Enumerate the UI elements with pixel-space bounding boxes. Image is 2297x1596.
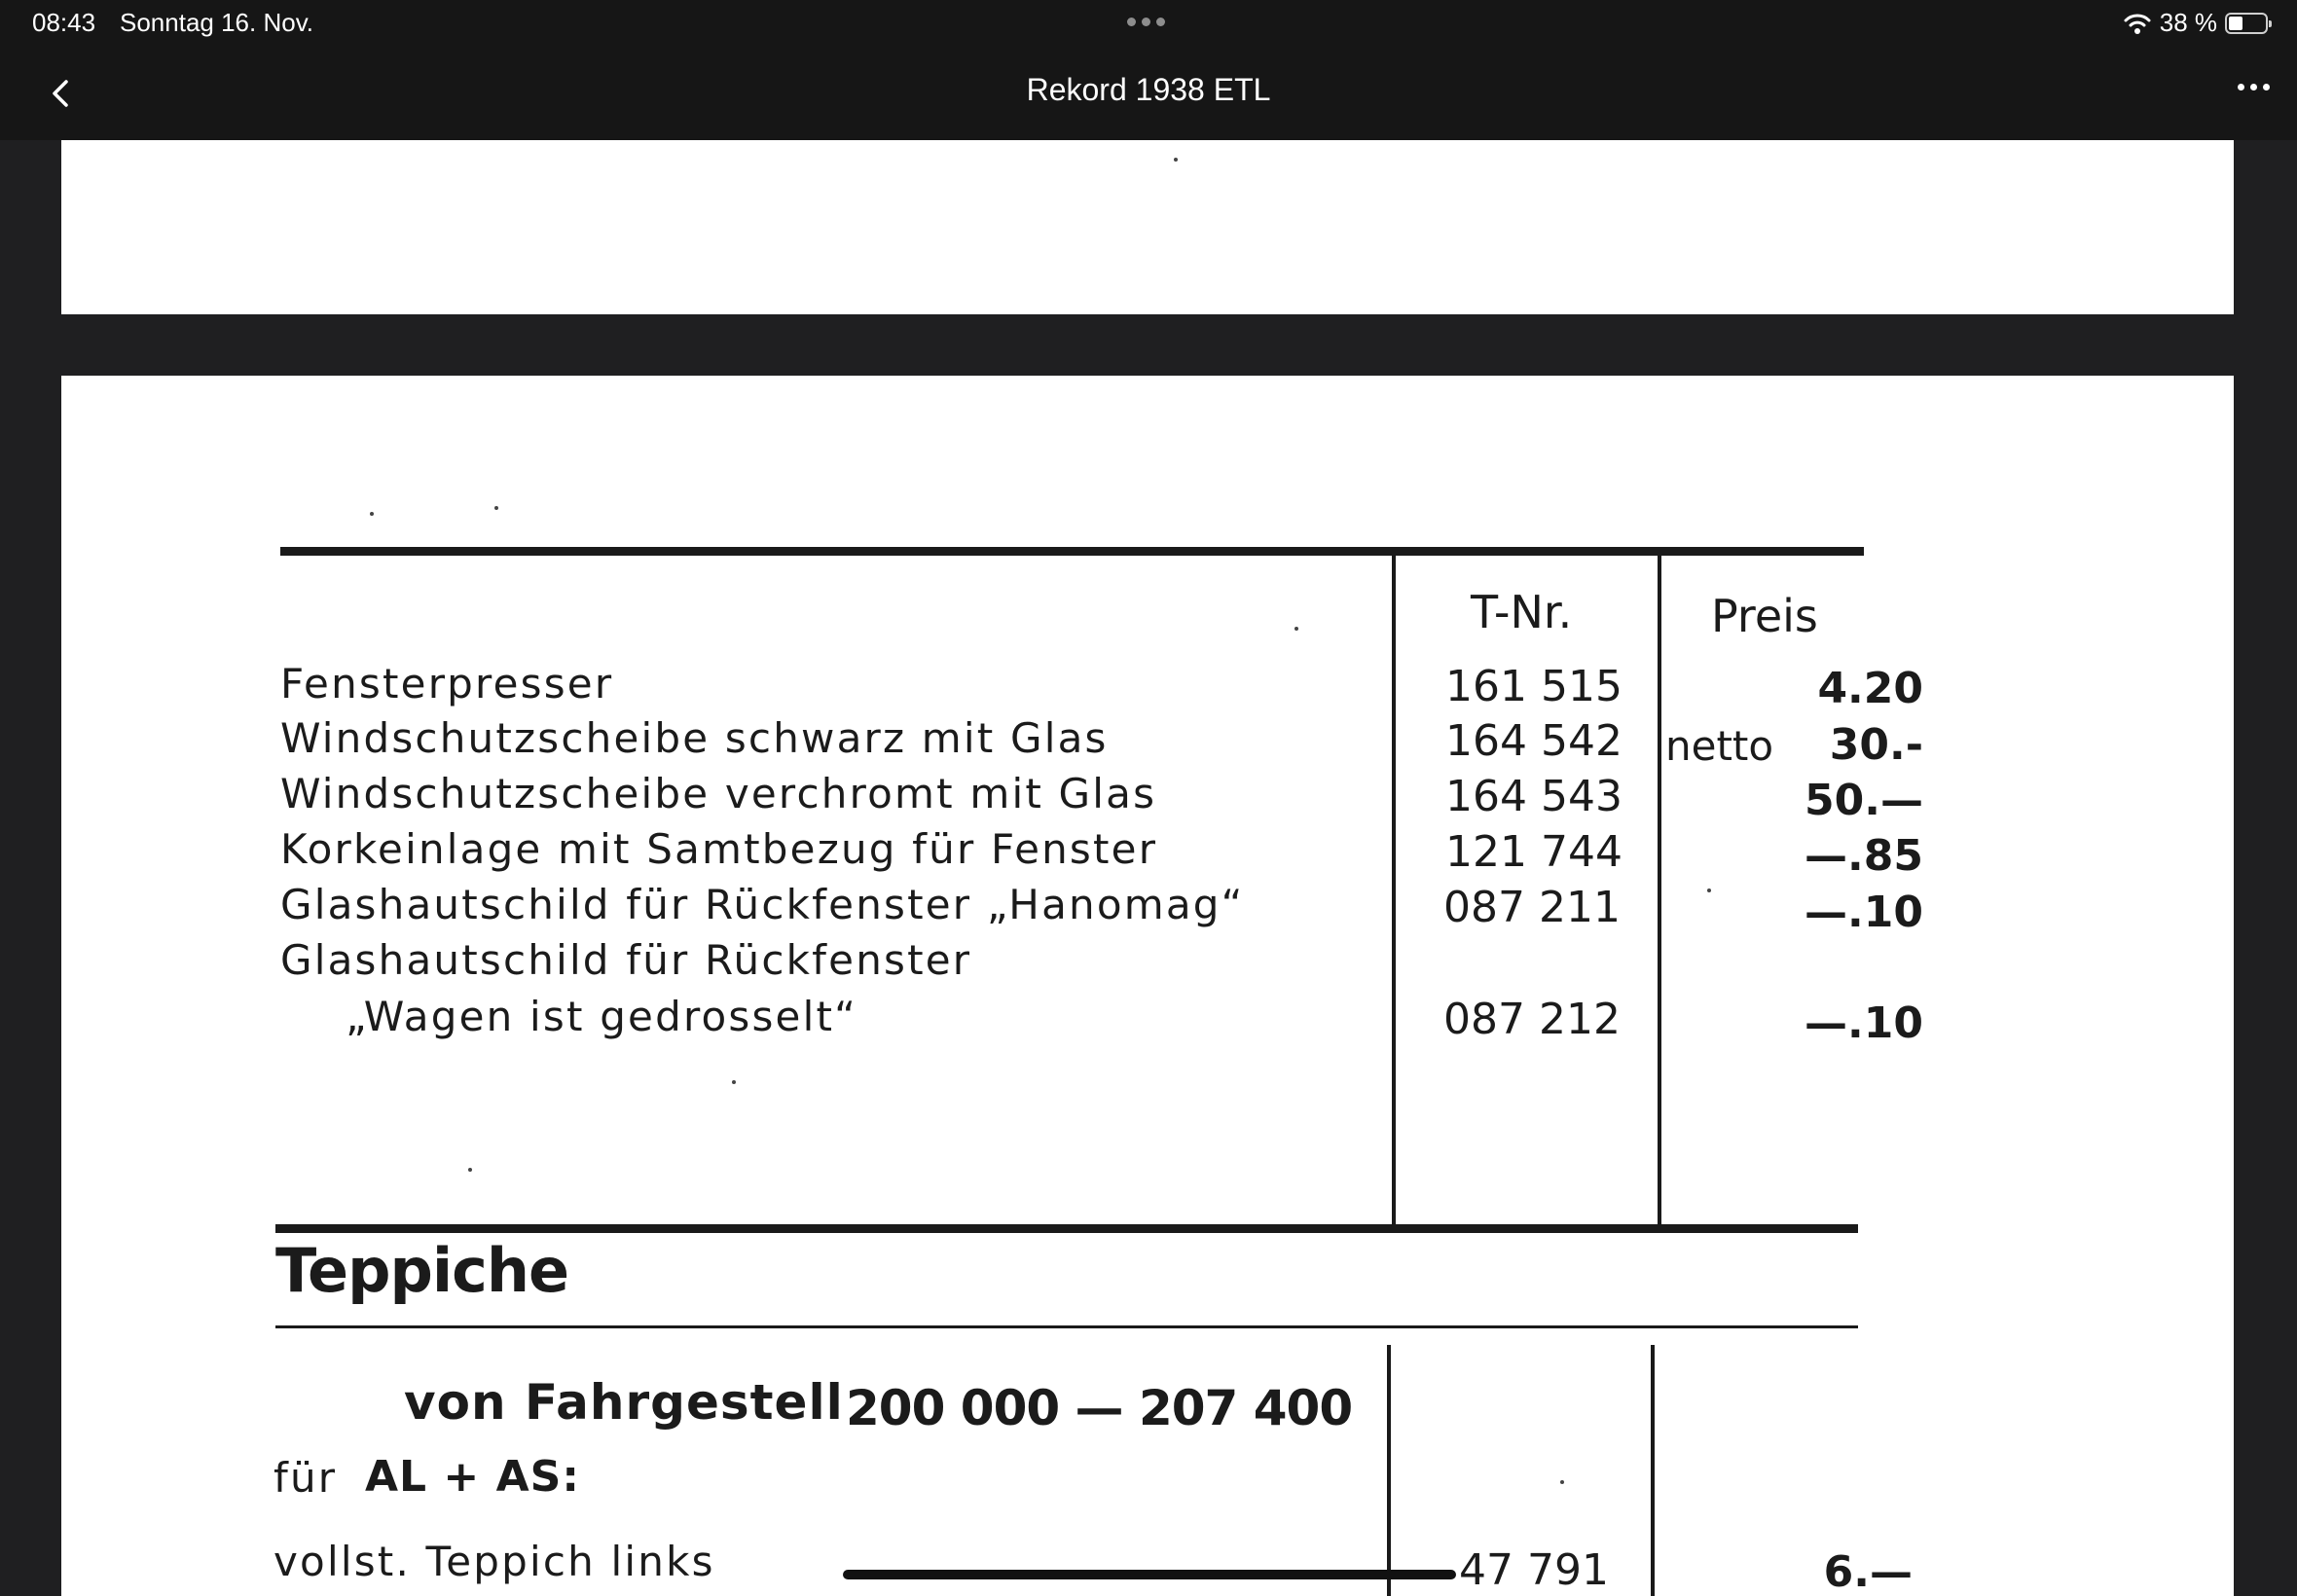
- status-bar: [0, 0, 2297, 47]
- section-underline: [275, 1325, 1858, 1328]
- row-desc-6: Glashautschild für Rückfenster: [280, 936, 972, 984]
- parts-list: [61, 376, 2234, 1596]
- column-divider: [1658, 555, 1661, 1228]
- section-title: Teppiche: [275, 1235, 569, 1306]
- more-options-button[interactable]: [2238, 84, 2270, 91]
- battery-icon: [2225, 13, 2268, 34]
- row-partno-6: 087 212: [1443, 995, 1621, 1044]
- row-price-6: —.10: [1805, 998, 1923, 1048]
- section-rule: [275, 1224, 1858, 1233]
- row-desc-4: Korkeinlage mit Samtbezug für Fenster: [280, 825, 1158, 873]
- row-desc-2: Windschutzscheibe schwarz mit Glas: [280, 714, 1109, 762]
- scan-speck: [1294, 627, 1298, 631]
- status-date: Sonntag 16. Nov.: [120, 8, 313, 37]
- document-title: Rekord 1938 ETL: [1026, 72, 1271, 107]
- document-page: [61, 376, 2234, 1596]
- table-top-rule: [280, 547, 1864, 556]
- chassis-label: von Fahrgestell: [404, 1374, 844, 1431]
- scan-speck: [1560, 1480, 1564, 1484]
- wifi-icon: [2123, 12, 2152, 35]
- scan-speck: [732, 1080, 736, 1084]
- last-row-desc: vollst. Teppich links: [273, 1538, 715, 1585]
- ellipsis-icon: [2238, 84, 2244, 91]
- chassis-range: 200 000 — 207 400: [846, 1380, 1353, 1436]
- status-time: 08:43: [32, 8, 96, 37]
- row-price-prefix-2: netto: [1665, 722, 1774, 770]
- previous-page: [61, 140, 2234, 314]
- col-header-price: Preis: [1711, 590, 1818, 642]
- battery-level: [2229, 17, 2242, 30]
- col-header-part-no: T-Nr.: [1471, 586, 1573, 638]
- row-desc-1: Fensterpresser: [280, 660, 614, 707]
- row-partno-4: 121 744: [1445, 827, 1622, 877]
- status-indicators: [2123, 8, 2268, 38]
- scan-speck: [1707, 889, 1711, 892]
- row-desc-6-cont: „Wagen ist gedrosselt“: [346, 993, 858, 1040]
- row-partno-3: 164 543: [1445, 772, 1622, 821]
- last-row-partno: 47 791: [1459, 1545, 1609, 1595]
- row-partno-5: 087 211: [1443, 883, 1621, 932]
- row-partno-1: 161 515: [1445, 662, 1622, 711]
- scan-speck: [370, 512, 374, 516]
- last-row-price: 6.—: [1823, 1547, 1913, 1596]
- row-price-5: —.10: [1805, 888, 1923, 937]
- row-desc-5: Glashautschild für Rückfenster „Hanomag“: [280, 881, 1245, 928]
- scan-speck: [494, 506, 498, 510]
- scan-speck: [1174, 158, 1178, 162]
- home-indicator[interactable]: [843, 1570, 1456, 1579]
- row-price-4: —.85: [1805, 831, 1923, 881]
- row-price-2: 30.-: [1829, 720, 1923, 770]
- models-prefix: für: [273, 1454, 338, 1502]
- models: AL + AS:: [365, 1452, 580, 1502]
- column-divider: [1651, 1345, 1655, 1596]
- column-divider: [1392, 555, 1396, 1228]
- column-divider: [1387, 1345, 1391, 1596]
- multitask-dots-icon[interactable]: [1127, 18, 1165, 26]
- scan-speck: [468, 1168, 472, 1172]
- row-desc-3: Windschutzscheibe verchromt mit Glas: [280, 770, 1157, 817]
- row-price-3: 50.—: [1805, 776, 1923, 825]
- row-price-1: 4.20: [1817, 664, 1923, 713]
- battery-percent: 38 %: [2159, 8, 2217, 37]
- navigation-bar: [0, 47, 2297, 140]
- row-partno-2: 164 542: [1445, 716, 1622, 766]
